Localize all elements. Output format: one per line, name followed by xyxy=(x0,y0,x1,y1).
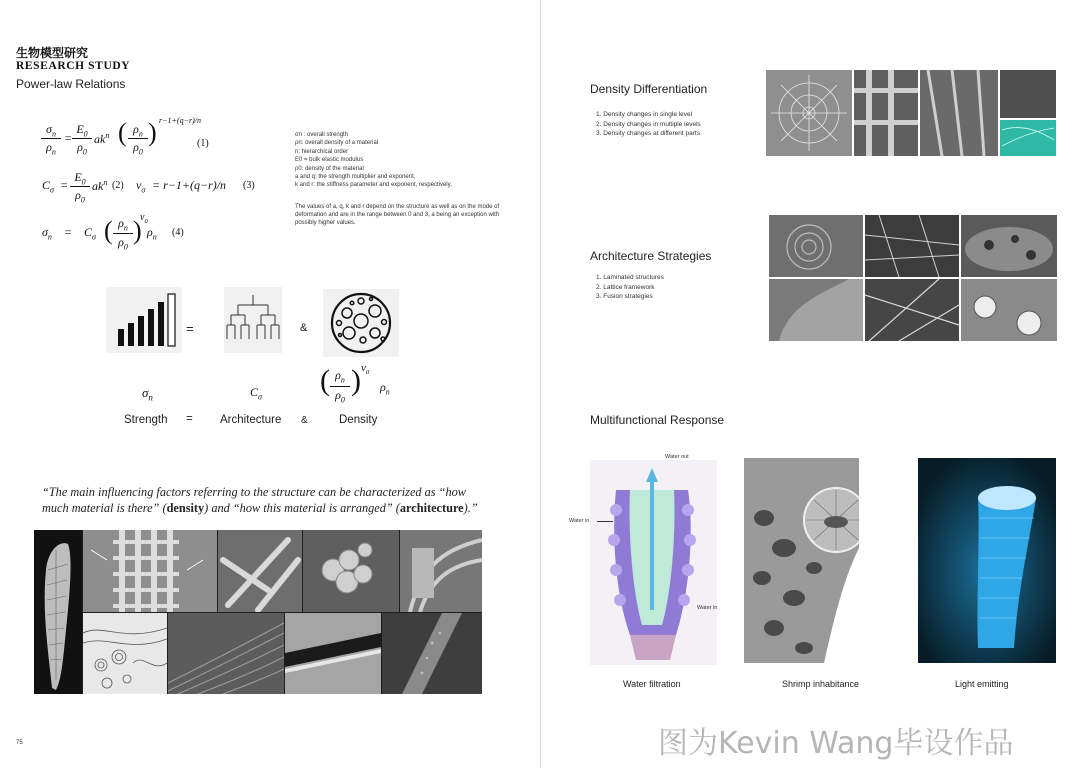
definition-item: a and q: the strength multiplier and exponent, xyxy=(295,174,416,181)
page-subtitle: Power-law Relations xyxy=(16,77,126,91)
contour-rings-image xyxy=(83,613,167,694)
quote-part: ).” xyxy=(463,501,478,515)
eq3-nu-sub: σ xyxy=(141,185,146,195)
eq1-lhs-den: ρ xyxy=(46,140,52,154)
label-water-out: Water out xyxy=(665,454,689,460)
label-architecture: Architecture xyxy=(220,414,282,426)
eq2-ak-sup: n xyxy=(103,178,108,187)
page-number: 75 xyxy=(16,740,23,746)
sym-density-den: ρ xyxy=(335,388,341,402)
eq1-paren-num-sub: n xyxy=(138,129,143,139)
eq2-ak: ak xyxy=(92,179,104,193)
watermark-text: 图为Kevin Wang毕设作品 xyxy=(658,726,1014,761)
equation-4: $\sigma_n$ = $C_\sigma$ ( $\rho_n$ $\rho_0$ ) $v_\sigma$ $\rho_n$ (4) xyxy=(42,212,184,252)
diagram-ampersand: & xyxy=(300,322,308,334)
eq4-equals: = xyxy=(64,225,73,239)
architecture-list xyxy=(596,273,664,302)
sym-density-rho: ρ xyxy=(380,380,386,394)
fiber-micrograph xyxy=(400,530,482,612)
eq4-paren-num: ρ xyxy=(118,216,124,230)
hierarchy-tree-icon xyxy=(224,287,282,353)
eq1-ak-sup: n xyxy=(105,131,110,140)
eq2-lhs-sub: σ xyxy=(50,185,54,195)
right-page xyxy=(541,0,1080,768)
eq2-frac-num-sub: 0 xyxy=(81,177,86,187)
list-item: 3. Density changes at different parts xyxy=(596,130,700,137)
eq1-lhs-num-sub: n xyxy=(51,129,56,139)
bar-graph-icon xyxy=(106,287,182,353)
sym-strength: σ xyxy=(142,385,149,400)
eq4-paren-den: ρ xyxy=(118,235,124,249)
caption-light-emitting: Light emitting xyxy=(955,679,1009,689)
quote-part: “The main influencing factors referring to the structure can be characterized as “how much material is there” ( xyxy=(42,485,466,515)
list-item: 2. Lattice framework xyxy=(596,283,655,291)
quote-part: ) and “how this material is arranged” ( xyxy=(204,501,400,515)
eq1-lhs-num: σ xyxy=(46,122,52,136)
definition-item: ρn: overall density of a material xyxy=(295,140,379,147)
label-equals: = xyxy=(186,413,193,425)
eq1-paren-den-sub: 0 xyxy=(138,147,143,157)
eq4-rho: ρ xyxy=(147,225,153,239)
eq1-frac-den: ρ xyxy=(77,140,83,154)
cracked-layer-micrograph xyxy=(285,613,381,694)
page-title-english: RESEARCH STUDY xyxy=(16,60,131,72)
eq4-c: C xyxy=(84,225,93,239)
sym-density-exp-sub: σ xyxy=(365,368,370,377)
eq1-frac-num-sub: 0 xyxy=(83,129,88,139)
label-ampersand: & xyxy=(301,415,308,426)
density-list xyxy=(596,110,701,139)
section-heading-multifunctional: Multifunctional Response xyxy=(590,413,725,427)
list-item: 1. Laminated structures xyxy=(596,274,664,281)
list-item: 3. Fusion strategies xyxy=(596,293,653,300)
eq4-paren-den-sub: 0 xyxy=(123,242,128,252)
equation-1: $\sigma_n$ $\rho_n$ = $E_0$ $\rho_0$ $ak^n$ ( $\rho_n$ $\rho_0$ ) r−1+(q−r)/n (1) xyxy=(40,116,240,162)
eq1-paren-num: ρ xyxy=(133,122,139,136)
definition-item: σn : overall strength xyxy=(295,132,349,138)
sym-strength-sub: n xyxy=(148,392,153,403)
textured-surface-micrograph xyxy=(382,613,482,694)
definition-item: E0 = bulk elastic modulus xyxy=(295,157,364,164)
sym-density-num-sub: n xyxy=(340,375,345,385)
eq1-equals: = xyxy=(64,131,73,145)
eq4-paren-num-sub: n xyxy=(123,223,128,233)
laminated-layers-micrograph xyxy=(168,613,284,694)
eq2-equals: = xyxy=(60,178,69,192)
eq1-ak: ak xyxy=(94,132,106,146)
strut-micrograph xyxy=(218,530,302,612)
water-in-pointer xyxy=(597,521,613,522)
list-item: 2. Density changes in multiple levels xyxy=(596,120,701,128)
label-density: Density xyxy=(339,414,378,426)
diagram-equals: = xyxy=(186,321,194,336)
eq2-lhs: C xyxy=(42,178,51,192)
lattice-micrograph xyxy=(83,530,217,612)
caption-shrimp-inhabitance: Shrimp inhabitance xyxy=(782,679,860,689)
eq2-frac-den: ρ xyxy=(75,188,81,202)
eq3-number: (3) xyxy=(243,180,255,191)
eq1-frac-num: E xyxy=(76,122,84,136)
water-filtration-illustration xyxy=(590,454,717,665)
definition-item: n: hierarchical order xyxy=(295,148,349,155)
eq4-c-sub: σ xyxy=(92,232,96,242)
list-item: 1. Density changes in single level xyxy=(596,111,693,118)
label-water-in-left: Water in xyxy=(569,518,590,524)
eq2-frac-num: E xyxy=(74,170,82,184)
sym-density-exp: v xyxy=(361,362,366,374)
page-title-chinese: 生物模型研究 xyxy=(16,46,89,60)
porous-circle-icon xyxy=(323,289,399,357)
quote-text xyxy=(42,484,482,516)
eq3-rhs: = r−1+(q−r)/n xyxy=(152,178,227,192)
label-water-in-right: Water in xyxy=(697,605,718,611)
sym-density-den-sub: 0 xyxy=(340,395,345,405)
parameter-note: The values of a, q, k and r depend on the structure as well as on the mode of deformation and are in the range between 0 and 3, a being an exception with possibly higher values. xyxy=(295,204,500,226)
density-micrograph-strip xyxy=(766,70,1056,156)
architecture-micrograph-grid xyxy=(769,215,1057,341)
sponge-skeleton-image xyxy=(34,530,82,694)
light-emitting-image xyxy=(918,458,1056,663)
eq1-frac-den-sub: 0 xyxy=(82,147,87,157)
sym-density: ( $\rho_n$ $\rho_0$ ) $v_\sigma$ $\rho_n$ xyxy=(320,362,390,405)
quote-keyword-architecture: architecture xyxy=(399,501,464,515)
eq2-number: (2) xyxy=(112,180,124,191)
definitions-list xyxy=(295,131,510,190)
shrimp-inhabitance-image xyxy=(744,458,859,663)
label-strength: Strength xyxy=(124,414,168,426)
eq4-lhs-sub: n xyxy=(47,232,52,242)
eq1-exponent: r−1+(q−r)/n xyxy=(159,116,201,125)
spicule-cluster-micrograph xyxy=(303,530,399,612)
eq4-number: (4) xyxy=(172,227,184,238)
section-heading-architecture: Architecture Strategies xyxy=(590,249,712,263)
section-heading-density: Density Differentiation xyxy=(590,82,708,96)
eq1-number: (1) xyxy=(197,138,209,149)
sym-architecture-sub: σ xyxy=(258,392,262,402)
caption-water-filtration: Water filtration xyxy=(623,679,681,689)
definition-item: k and r: the stiffness parameter and exponent, respectively. xyxy=(295,182,452,189)
definition-item: ρ0: density of the material xyxy=(295,165,364,172)
eq4-exp-sub: σ xyxy=(144,217,148,225)
eq3-nu: v xyxy=(136,178,142,192)
sym-density-num: ρ xyxy=(335,368,341,382)
eq4-exp: v xyxy=(140,212,145,223)
eq1-paren-den: ρ xyxy=(133,140,139,154)
eq2-frac-den-sub: 0 xyxy=(80,195,85,205)
eq4-lhs: σ xyxy=(42,225,48,239)
eq4-rho-sub: n xyxy=(152,232,157,242)
equation-2-3 xyxy=(40,170,270,208)
sym-architecture: C xyxy=(250,385,259,399)
eq1-lhs-den-sub: n xyxy=(51,147,56,157)
quote-keyword-density: density xyxy=(166,501,205,515)
sym-density-rho-sub: n xyxy=(385,387,390,397)
sem-micrograph-mosaic xyxy=(34,530,482,694)
